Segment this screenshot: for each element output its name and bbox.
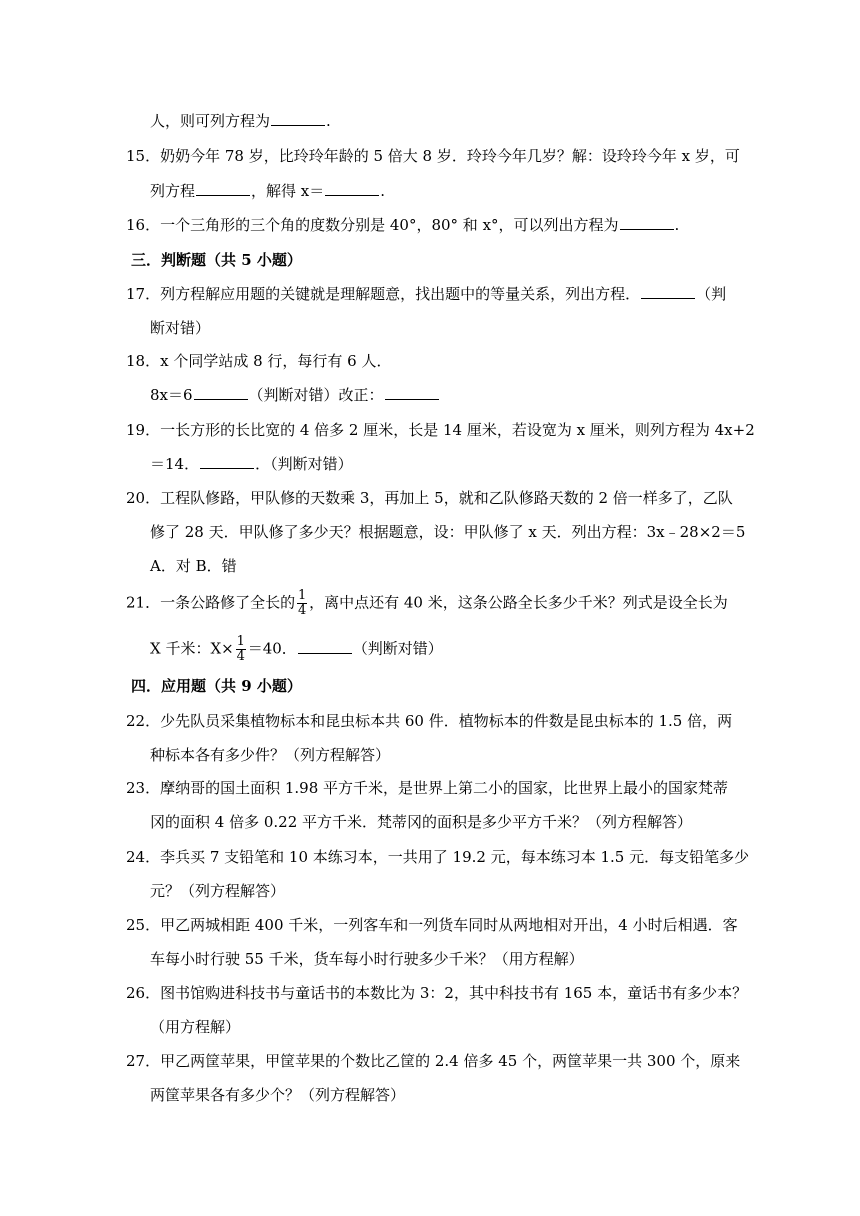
text: ，解得 x＝ — [251, 182, 325, 200]
question-17-line1 — [126, 284, 726, 304]
text: A．对 B．错 — [150, 557, 237, 575]
question-17-line2 — [150, 318, 210, 338]
section-4-heading — [131, 676, 302, 696]
text: ，离中点还有 40 米，这条公路全长多少千米？列式是设全长为 — [309, 593, 728, 612]
answer-blank[interactable] — [325, 181, 379, 196]
fraction-denominator: 4 — [297, 603, 307, 618]
text: 车每小时行驶 55 千米，货车每小时行驶多少千米？（用方程解） — [150, 950, 584, 968]
fraction-numerator: 1 — [236, 634, 245, 649]
text: 8x＝6 — [150, 386, 193, 404]
question-16 — [126, 215, 679, 235]
question-27-line2 — [150, 1085, 405, 1105]
fraction — [236, 636, 246, 663]
question-20-line2 — [150, 522, 745, 542]
text: 22．少先队员采集植物标本和昆虫标本共 60 件．植物标本的件数是昆虫标本的 1.5 倍，两 — [126, 712, 733, 730]
answer-blank[interactable] — [641, 284, 695, 299]
text: 23．摩纳哥的国土面积 1.98 平方千米，是世界上第二小的国家，比世界上最小的国家梵蒂 — [126, 779, 729, 797]
answer-blank[interactable] — [200, 454, 254, 469]
question-23-line2 — [150, 812, 692, 832]
text: 26．图书馆购进科技书与童话书的本数比为 3：2，其中科技书有 165 本，童话书有多少本？ — [126, 984, 748, 1002]
text: （用方程解） — [150, 1018, 241, 1036]
question-22-line1 — [126, 711, 732, 731]
text: ．（判断对错） — [255, 455, 353, 473]
question-21-line1 — [126, 590, 728, 617]
text: 16．一个三角形的三个角的度数分别是 40°，80° 和 x°，可以列出方程为 — [126, 216, 619, 234]
question-26-line2 — [150, 1017, 240, 1037]
question-27-line1 — [126, 1051, 740, 1071]
answer-blank[interactable] — [298, 639, 352, 654]
question-24-line2 — [150, 881, 285, 901]
text: （判断对错） — [352, 639, 443, 658]
answer-blank[interactable] — [194, 385, 248, 400]
text: 25．甲乙两城相距 400 千米，一列客车和一列货车同时从两地相对开出，4 小时后相遇．客 — [126, 916, 738, 934]
answer-blank[interactable] — [620, 215, 674, 230]
text: 断对错） — [150, 319, 211, 337]
text: 18．x 个同学站成 8 行，每行有 6 人． — [126, 352, 392, 370]
text: 三．判断题（共 5 小题） — [131, 251, 302, 269]
text: 四．应用题（共 9 小题） — [131, 677, 302, 695]
answer-blank[interactable] — [271, 111, 325, 126]
text: 17．列方程解应用题的关键就是理解题意，找出题中的等量关系，列出方程． — [126, 285, 641, 303]
text: 20．工程队修路，甲队修的天数乘 3，再加上 5，就和乙队修路天数的 2 倍一样多了，乙队 — [126, 489, 733, 507]
text: 人，则可列方程为 — [150, 112, 271, 130]
text: ＝40． — [247, 639, 297, 658]
question-25-line2 — [150, 949, 584, 969]
text: 15．奶奶今年 78 岁，比玲玲年龄的 5 倍大 8 岁．玲玲今年几岁？解：设玲玲今年 x 岁，可 — [126, 147, 740, 165]
text: （判断对错）改正： — [248, 386, 384, 404]
text: 列方程 — [150, 182, 196, 200]
question-18-line1 — [126, 351, 391, 371]
question-21-line2 — [150, 636, 443, 663]
question-15-line2 — [150, 181, 385, 201]
text: 修了 28 天．甲队修了多少天？根据题意，设：甲队修了 x 天．列出方程：3x﹣28×2＝5 — [150, 523, 746, 541]
question-22-line2 — [150, 745, 390, 765]
question-18-line2 — [150, 385, 440, 405]
text: 24．李兵买 7 支铅笔和 10 本练习本，一共用了 19.2 元，每本练习本 1.5 元．每支铅笔多少 — [126, 848, 750, 866]
fraction — [297, 590, 307, 617]
text: 两筐苹果各有多少个？（列方程解答） — [150, 1086, 406, 1104]
fraction-numerator: 1 — [297, 588, 307, 603]
text: X 千米：X× — [150, 639, 234, 658]
fraction-denominator: 4 — [236, 649, 245, 664]
text: （判 — [696, 285, 727, 303]
question-15-line1 — [126, 146, 740, 166]
text: 种标本各有多少件？（列方程解答） — [150, 746, 391, 764]
question-24-line1 — [126, 847, 749, 867]
text: 冈的面积 4 倍多 0.22 平方千米．梵蒂冈的面积是多少平方千米？（列方程解答） — [150, 813, 693, 831]
text: ＝14． — [150, 455, 200, 473]
question-20-line1 — [126, 488, 733, 508]
question-19-line1 — [126, 420, 755, 440]
answer-blank[interactable] — [196, 181, 250, 196]
text: . — [380, 182, 386, 200]
answer-blank[interactable] — [385, 385, 439, 400]
question-26-line1 — [126, 983, 747, 1003]
section-3-heading — [131, 250, 302, 270]
question-19-line2 — [150, 454, 353, 474]
text: 27．甲乙两筐苹果，甲筐苹果的个数比乙筐的 2.4 倍多 45 个，两筐苹果一共 300 个，原来 — [126, 1052, 741, 1070]
text: . — [674, 216, 680, 234]
text: 元？（列方程解答） — [150, 882, 286, 900]
question-25-line1 — [126, 915, 738, 935]
question-23-line1 — [126, 778, 728, 798]
question-20-options — [150, 556, 237, 576]
text: . — [326, 112, 331, 130]
q14-continuation — [150, 111, 331, 131]
text: 21．一条公路修了全长的 — [126, 593, 296, 612]
text: 19．一长方形的长比宽的 4 倍多 2 厘米，长是 14 厘米，若设宽为 x 厘米，则列方程为 4x+2 — [126, 421, 755, 439]
